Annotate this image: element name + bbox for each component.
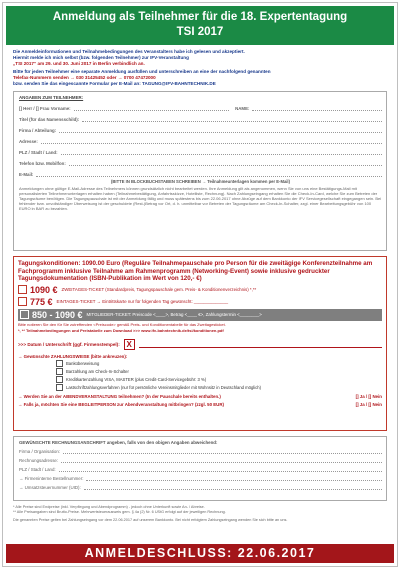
two-day-ticket-option[interactable] — [18, 285, 382, 295]
payment-option-label: Barzahlung am Check-In-Schalter — [66, 368, 129, 374]
conditions-download-link[interactable]: *, ** Teilnahmebedingungen und Preistabelle zum Download >>> www.ifv-bahntechnik.de/tsi/konditionen.pdf — [18, 327, 224, 333]
one-day-ticket-option[interactable] — [18, 297, 382, 307]
vat-id-field[interactable] — [84, 483, 382, 490]
form-row — [19, 155, 382, 166]
ticket-price: 850 - 1090 € — [32, 309, 83, 320]
payment-option-label: Kreditkartenzahlung VISA, MASTER (plus Credit-Card-Servicegebühr: 3 %) — [66, 376, 207, 382]
participant-section-title: ANGABEN ZUM TEILNEHMER: — [19, 95, 84, 100]
payment-option[interactable] — [56, 384, 382, 391]
form-row — [19, 454, 382, 463]
checkbox[interactable] — [56, 376, 63, 383]
price-code-note: Bitte notieren Sie den für Sie zutreffenden <Preiscode> gemäß Preis- und Konditionentabelle für das Zweitagesticket. — [18, 321, 226, 327]
city-label: PLZ / Stadt / Land: — [19, 150, 58, 155]
footnote: ** Alle Preisangaben sind Brutto-Preise. Mehrwertsteuerausweis gem. § 4a (2) Nr. 6 UStG erfolgt auf der jeweiligen Rechnung. — [13, 510, 226, 514]
participant-section — [13, 91, 387, 251]
sign-here-mark: X — [124, 339, 135, 350]
intro-paragraph: Die Anmeldeinformationen und Teilnahmebedingungen des Veranstalters habe ich gelesen und akzeptiert. — [13, 49, 245, 54]
billing-address-field[interactable] — [61, 456, 382, 463]
question-label: → Falls ja, möchten Sie eine BEGLEITPERSON zur Abendveranstaltung mitbringen? (zzgl. 50 EUR) — [18, 401, 224, 407]
payment-option[interactable] — [56, 376, 382, 383]
phone-label: Telefon bzw. Mobilfon: — [19, 161, 66, 166]
form-row — [19, 133, 382, 144]
form-row — [19, 111, 382, 122]
last-name-field[interactable] — [252, 104, 382, 111]
checkbox[interactable] — [56, 384, 63, 391]
yes-no-choice[interactable]: [] Ja / [] Nein — [355, 393, 382, 399]
billing-city-field[interactable] — [59, 465, 382, 472]
email-field[interactable] — [36, 170, 382, 177]
order-number-label: → Firmeninterne Bestellnummer: — [19, 476, 84, 481]
email-line: bzw. senden Sie das eingescannte Formular per E-Mail an: TAGUNG@IFV-BAHNTECHNIK.DE — [13, 81, 216, 86]
payment-option-label: Lastschriftzahlungsverfahren (nur für persönliche Vereinsmitglieder mit Wohnsitz in Deutschland möglich) — [66, 384, 261, 390]
email-label: E-Mail: — [19, 172, 34, 177]
header-subtitle: TSI 2017 — [176, 26, 224, 38]
name-row — [19, 100, 382, 111]
registration-terms-text: Anmeldungen ohne gültige E-Mail-Adresse des Teilnehmers können grundsätzlich nicht bearbeitet werden. Ihre Anmeldung gilt als angenommen, wenn Sie von uns eine Bestätigungs-Mail mit personalisierten Teilnehmerunterlagen erhalten haben (Teilnahmebestätigung, Anfahrtsskizze, Hotelliste, Rechnung). Nach Zahlungseingang erhalten Sie die Check-In-Card, welche Sie zum Betreten der Tagungsräume benötigen. Die Tagungspauschale ist mit der Anmeldung fällig und muss spätestens bis zum 22.06.2017 ohne Abzüge auf dem Bankkonto der IFV Servicegesellschaft eingegangen sein. Bei fehlender bzw. unvollständiger Überweisung ist der geschuldete (Rest-)Betrag vor Ort, d. h. unmittelbar vor Betreten der Tagungsräume am Check-In-Schalter, zzgl. einer Bearbeitungsgebühr von 100 EURO in BAR zu bezahlen. — [19, 186, 382, 211]
title-label: Titel (für das Namensschild): — [19, 117, 80, 122]
phone-field[interactable] — [69, 159, 382, 166]
footnotes — [13, 505, 387, 523]
member-ticket-option[interactable] — [18, 309, 382, 321]
checkbox[interactable] — [20, 310, 29, 319]
checkbox[interactable] — [56, 360, 63, 367]
conference-conditions-section — [13, 256, 387, 431]
first-name-field[interactable] — [74, 104, 229, 111]
footnote: Die genannten Preise gelten bei Zahlungseingang vor dem 22.06.2017 auf unserem Bankkonto. Bei nicht erfolgtem Zahlungseingang wenden Sie sich bitte an uns. — [13, 518, 288, 522]
form-row — [19, 144, 382, 155]
ticket-label: ZWEITAGES-TICKET (Standardpreis, Tagungspauschale gem. Preis- & Konditionenverzeichnis) *,** — [61, 287, 257, 292]
registration-form-page — [2, 2, 398, 567]
checkbox[interactable] — [56, 368, 63, 375]
payment-option-label: Banküberweisung — [66, 360, 100, 366]
vat-id-label: → Umsatzsteuernummer (UID): — [19, 485, 81, 490]
form-row — [19, 472, 382, 481]
company-label: Firma / Abteilung: — [19, 128, 57, 133]
ticket-label: MITGLIEDER-TICKET: Preiscode <____>, Betrag <____ €>, Zahlungstermin <________> — [86, 312, 262, 317]
form-row — [19, 463, 382, 472]
order-number-field[interactable] — [86, 474, 382, 481]
billing-city-label: PLZ / Stadt / Land: — [19, 467, 56, 472]
companion-question — [18, 402, 382, 407]
title-field[interactable] — [82, 115, 382, 122]
payment-option[interactable] — [56, 368, 382, 375]
signature-field[interactable] — [139, 341, 382, 348]
last-name-label: NAME: — [235, 106, 250, 111]
form-row — [19, 122, 382, 133]
billing-address-section — [13, 436, 387, 501]
signature-row — [18, 339, 382, 350]
form-row — [19, 481, 382, 490]
intro-paragraph: Hiermit melde ich mich selbst (bzw. folgenden Teilnehmer) zur IFV-Veranstaltung — [13, 55, 189, 60]
ticket-label: EINTAGES-TICKET → Eintrittskarte nur für folgenden Tag gewünscht: ______________ — [56, 299, 229, 304]
city-field[interactable] — [61, 148, 382, 155]
ticket-price: 775 € — [30, 296, 53, 307]
form-row — [19, 445, 382, 454]
intro-paragraph: Bitte für jeden Teilnehmer eine separate Anmeldung ausfüllen und unterschreiben an eine der nachfolgend genannten — [13, 69, 271, 74]
conditions-heading: Tagungskonditionen: 1090.00 Euro (Reguläre Teilnahmepauschale pro Person für die zweitägige Konferenzteilnahme am Fachprogramm inklusive Teilnahme am Rahmenprogramm (Networking-Event) sowie inklusive gedruckter Tagungsdokumentation (ISBN-Publikation im Wert von 120,- €) — [18, 260, 373, 282]
company-field[interactable] — [59, 126, 382, 133]
intro-text — [3, 45, 397, 87]
ticket-price: 1090 € — [30, 284, 58, 295]
question-label: → Werden Sie an der ABENDVERANSTALTUNG teilnehmen? (In der Pauschale bereits enthalten.) — [18, 393, 221, 399]
header-title: Anmeldung als Teilnehmer für die 18. Expertentagung — [52, 11, 348, 23]
payment-option[interactable] — [56, 360, 382, 367]
billing-section-title: GEWÜNSCHTE RECHNUNGSANSCHRIFT angeben, falls von den obigen Angaben abweichend: — [19, 440, 218, 445]
signature-label: >>> Datum / Unterschrift (ggf. Firmenstempel): — [18, 341, 120, 347]
salutation-label: [] Herr / [] Frau Vorname: — [19, 106, 71, 111]
billing-company-field[interactable] — [63, 447, 382, 454]
form-header — [6, 6, 394, 45]
evening-event-question — [18, 394, 382, 399]
fax-line: Telefax-Nummern senden → 030 31425452 oder → 0700 47472000 — [13, 75, 156, 80]
checkbox[interactable] — [18, 285, 27, 294]
address-label: Adresse: — [19, 139, 38, 144]
yes-no-choice[interactable]: [] Ja / [] Nein — [355, 401, 382, 407]
registration-deadline-banner: ANMELDESCHLUSS: 22.06.2017 — [6, 544, 394, 563]
email-note: (BITTE IN BLOCKBUCHSTABEN SCHREIBEN → Teilnahmeunterlagen kommen per E-Mail) — [111, 179, 290, 184]
footnote: * Alle Preise sind Endpreise (inkl. Verpflegung und Abendprogramm) - jedoch ohne Unterkunft sowie An- / Abreise. — [13, 505, 205, 509]
billing-company-label: Firma / Organisation: — [19, 449, 60, 454]
event-date-line: „TSI 2017“ am 29. und 30. Juni 2017 in Berlin verbindlich an. — [13, 61, 145, 66]
billing-address-label: Rechnungsadresse: — [19, 458, 59, 463]
payment-method-title: → Gewünschte ZAHLUNGSWEISE (bitte ankreuzen): — [18, 353, 128, 359]
form-row — [19, 166, 382, 177]
address-field[interactable] — [41, 137, 382, 144]
checkbox[interactable] — [18, 297, 27, 306]
